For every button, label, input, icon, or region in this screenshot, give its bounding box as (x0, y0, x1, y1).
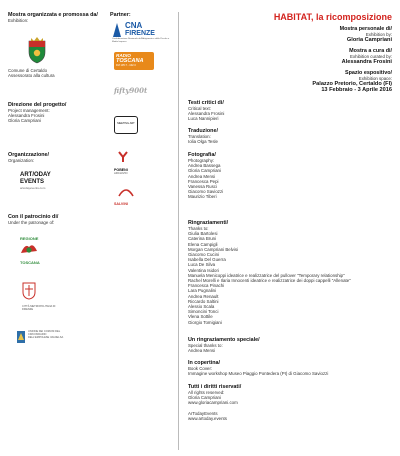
valdelsa-emblem-icon (16, 330, 26, 344)
photography-name: Andrea Mensi (188, 173, 216, 179)
critical-texts-name: Luca Nannipieri (188, 116, 219, 122)
solo-exhibition-subheading: Exhibition by: (365, 32, 392, 37)
photography-heading: Fotografia/ (188, 152, 216, 158)
patronage-heading: Con il patrocinio di/ (8, 214, 59, 220)
thanks-name: Manuela Menicoppi ideatrice e realizzatrice del pullover "Temporary relationship" (188, 272, 345, 278)
translation-name: Iolia Olga Tesle (188, 139, 218, 145)
cover-text: Immagine workshop Museo Piaggio Pontedera (PI) di Giacomo Saviozzi (188, 371, 329, 377)
rights-block (188, 384, 288, 421)
critical-texts-name: Alessandra Frosini (188, 111, 225, 117)
radio-small-text: FM 105.7 - 102.3 (116, 64, 136, 67)
column-divider (178, 12, 179, 450)
solo-exhibition-block (262, 26, 392, 43)
thanks-name: Lara Pugnalini (188, 288, 217, 294)
direction-block (8, 102, 106, 124)
thanks-heading: Ringraziamenti/ (188, 220, 229, 226)
valdelsa-text: UNIONE DEI COMUNI DEL CIRCONDARIO DELL'EMPOLESE VALDELSA (28, 330, 64, 339)
radio-line2: TOSCANA (116, 58, 144, 64)
promoted-subheading: Exhibition: (8, 18, 29, 23)
photography-name: Vanessa Rusci (188, 184, 217, 190)
thanks-subheading: Thanks to: (188, 226, 209, 231)
photography-name: Maurizio Tiberi (188, 194, 217, 200)
rights-heading: Tutti i diritti riservati/ (188, 384, 242, 390)
solo-exhibition-heading: Mostra personale di/ (339, 26, 392, 32)
artist-name: Gloria Campriani (346, 37, 392, 44)
certaldo-credit (8, 68, 106, 78)
thanks-name: Valentina Isidori (188, 267, 219, 273)
thanks-name: Giorgio Tomigiani (188, 319, 222, 325)
thanks-name: Riccardo Saltini (188, 298, 219, 304)
photography-name: Giacomo Saviozzi (188, 189, 224, 195)
direction-name: Alessandra Frosini (8, 113, 45, 119)
direction-heading: Direzione del progetto/ (8, 102, 67, 108)
thanks-name: Caterina Bruni (188, 236, 217, 242)
province-shield-icon (22, 282, 36, 300)
photography-name: Francesca Pepi (188, 178, 219, 184)
exhibition-title: HABITAT, la ricomposizione (273, 12, 392, 22)
thanks-name: Elena Campigli (188, 241, 218, 247)
thanks-name: Giacomo Cucini (188, 252, 219, 258)
cna-line1: CNA (125, 21, 143, 30)
thanks-name: Giulia Bartolesi (188, 231, 218, 237)
thanks-name: Alessio Scala (188, 304, 215, 310)
rights-subheading: All rights reserved: (188, 390, 225, 395)
direction-name: Gloria Campriani (8, 118, 41, 124)
salvini-mark-icon (118, 187, 134, 197)
rights-line: Gloria Campriani (188, 395, 221, 401)
fifty900t-logo: fifty900t (114, 86, 148, 95)
translation-heading: Traduzione/ (188, 128, 218, 134)
partner-heading: Partner: (110, 12, 131, 18)
artoday-logo-text: ART/ODAY EVENTS (20, 172, 51, 185)
regione-toscana-logo (20, 236, 60, 266)
cover-block (188, 360, 388, 376)
radio-toscana-logo (114, 52, 154, 70)
pobeni-line2: ARCHIVIO (114, 171, 128, 175)
organization-heading: Organizzazione/ (8, 152, 50, 158)
special-thanks-heading: Un ringraziamento speciale/ (188, 337, 260, 343)
exhibition-space-subheading: Exhibition space: (358, 76, 392, 81)
artoday-logo-small: artodayevents.com (20, 186, 46, 190)
rights-line: www.gloriacampriani.com (188, 400, 238, 406)
photography-name: Andrea Bassega (188, 163, 221, 169)
valdelsa-union-logo (16, 330, 64, 344)
patronage-subheading: Under the patronage of: (8, 220, 55, 225)
exhibition-space-heading: Spazio espositivo/ (344, 70, 392, 76)
thanks-name: Morgan Campriani Belvisi (188, 246, 239, 252)
curator-heading: Mostra a cura di/ (349, 48, 392, 54)
critical-texts-subheading: Critical text: (188, 106, 211, 111)
cover-heading: In copertina/ (188, 360, 221, 366)
special-thanks-block (188, 337, 288, 353)
exhibition-title-block (262, 12, 392, 22)
organization-subheading: Organization: (8, 158, 35, 163)
regione-top-text: REGIONE (20, 236, 39, 241)
translation-subheading: Translation: (188, 134, 211, 139)
organization-block (8, 152, 106, 163)
certaldo-coat-of-arms-icon (26, 36, 48, 64)
salvini-text: SALVINI (114, 202, 128, 206)
regione-bottom-text: TOSCANA (20, 260, 40, 265)
exhibition-venue: Palazzo Pretorio, Certaldo (FI) (312, 81, 392, 88)
meeting-art-logo (114, 116, 138, 134)
salvini-logo (114, 184, 146, 206)
critical-texts-heading: Testi critici di/ (188, 100, 224, 106)
special-thanks-name: Andrea Mensi (188, 348, 216, 354)
pobeni-logo (114, 150, 150, 175)
thanks-name: Simoncini Tonci (188, 309, 219, 315)
exhibition-space-block (262, 70, 392, 94)
province-text: CITTÀ METROPOLITANA DI FIRENZE (22, 305, 56, 311)
special-thanks-subheading: Special thanks to: (188, 343, 223, 348)
thanks-name: Rachel Morelli e Ilaria Innocenti ideatrice e realizzatrice dei doppi cappelli "Allenate" (188, 278, 351, 284)
cna-line2: FIRENZE (125, 30, 155, 37)
radio-line1: RADIO (116, 53, 131, 58)
curator-block (262, 48, 392, 65)
pobeni-y-icon (118, 151, 128, 163)
direction-subheading: Project management: (8, 108, 50, 113)
cna-mark-icon (112, 22, 122, 38)
translation-block (188, 128, 288, 144)
certaldo-line1: Comune di Certaldo (8, 68, 48, 73)
partner-heading-block (110, 12, 131, 18)
rights-line: www.artoday.events (188, 415, 227, 421)
photography-name: Gloria Campriani (188, 168, 221, 174)
patronage-block (8, 214, 106, 225)
thanks-name: Isabella Del Guerra (188, 257, 226, 263)
critical-texts-block (188, 100, 288, 122)
thanks-block (188, 220, 351, 325)
photography-block (188, 152, 288, 200)
exhibition-dates: 13 Febbraio - 3 Aprile 2016 (321, 87, 392, 94)
promoted-block (8, 12, 106, 23)
thanks-name: Andrea Renault (188, 293, 219, 299)
photography-subheading: Photography: (188, 158, 215, 163)
regione-emblem-icon (20, 241, 38, 255)
cna-firenze-logo (112, 22, 174, 43)
promoted-heading: Mostra organizzata e promossa da/ (8, 12, 98, 18)
cna-small-text: Confederazione Nazionale dell'Artigianato e della Piccola e Media Impresa (112, 38, 170, 43)
rights-line: ArTodayEvents (188, 410, 218, 416)
certaldo-line2: Assessorato alla cultura (8, 73, 55, 79)
curator-subheading: Exhibition curated by: (350, 54, 392, 59)
thanks-name: Francesca Pinachi (188, 283, 225, 289)
cover-subheading: Book Cover: (188, 366, 213, 371)
province-logo (22, 282, 62, 311)
artoday-logo (20, 172, 60, 194)
meeting-art-text: MEETING ART (117, 122, 135, 125)
thanks-name: Luca De Silva (188, 262, 216, 268)
pobeni-line1: POBENI (114, 168, 128, 172)
thanks-name: Vlena Sottile (188, 314, 213, 320)
curator-name: Alessandra Frosini (341, 59, 392, 66)
